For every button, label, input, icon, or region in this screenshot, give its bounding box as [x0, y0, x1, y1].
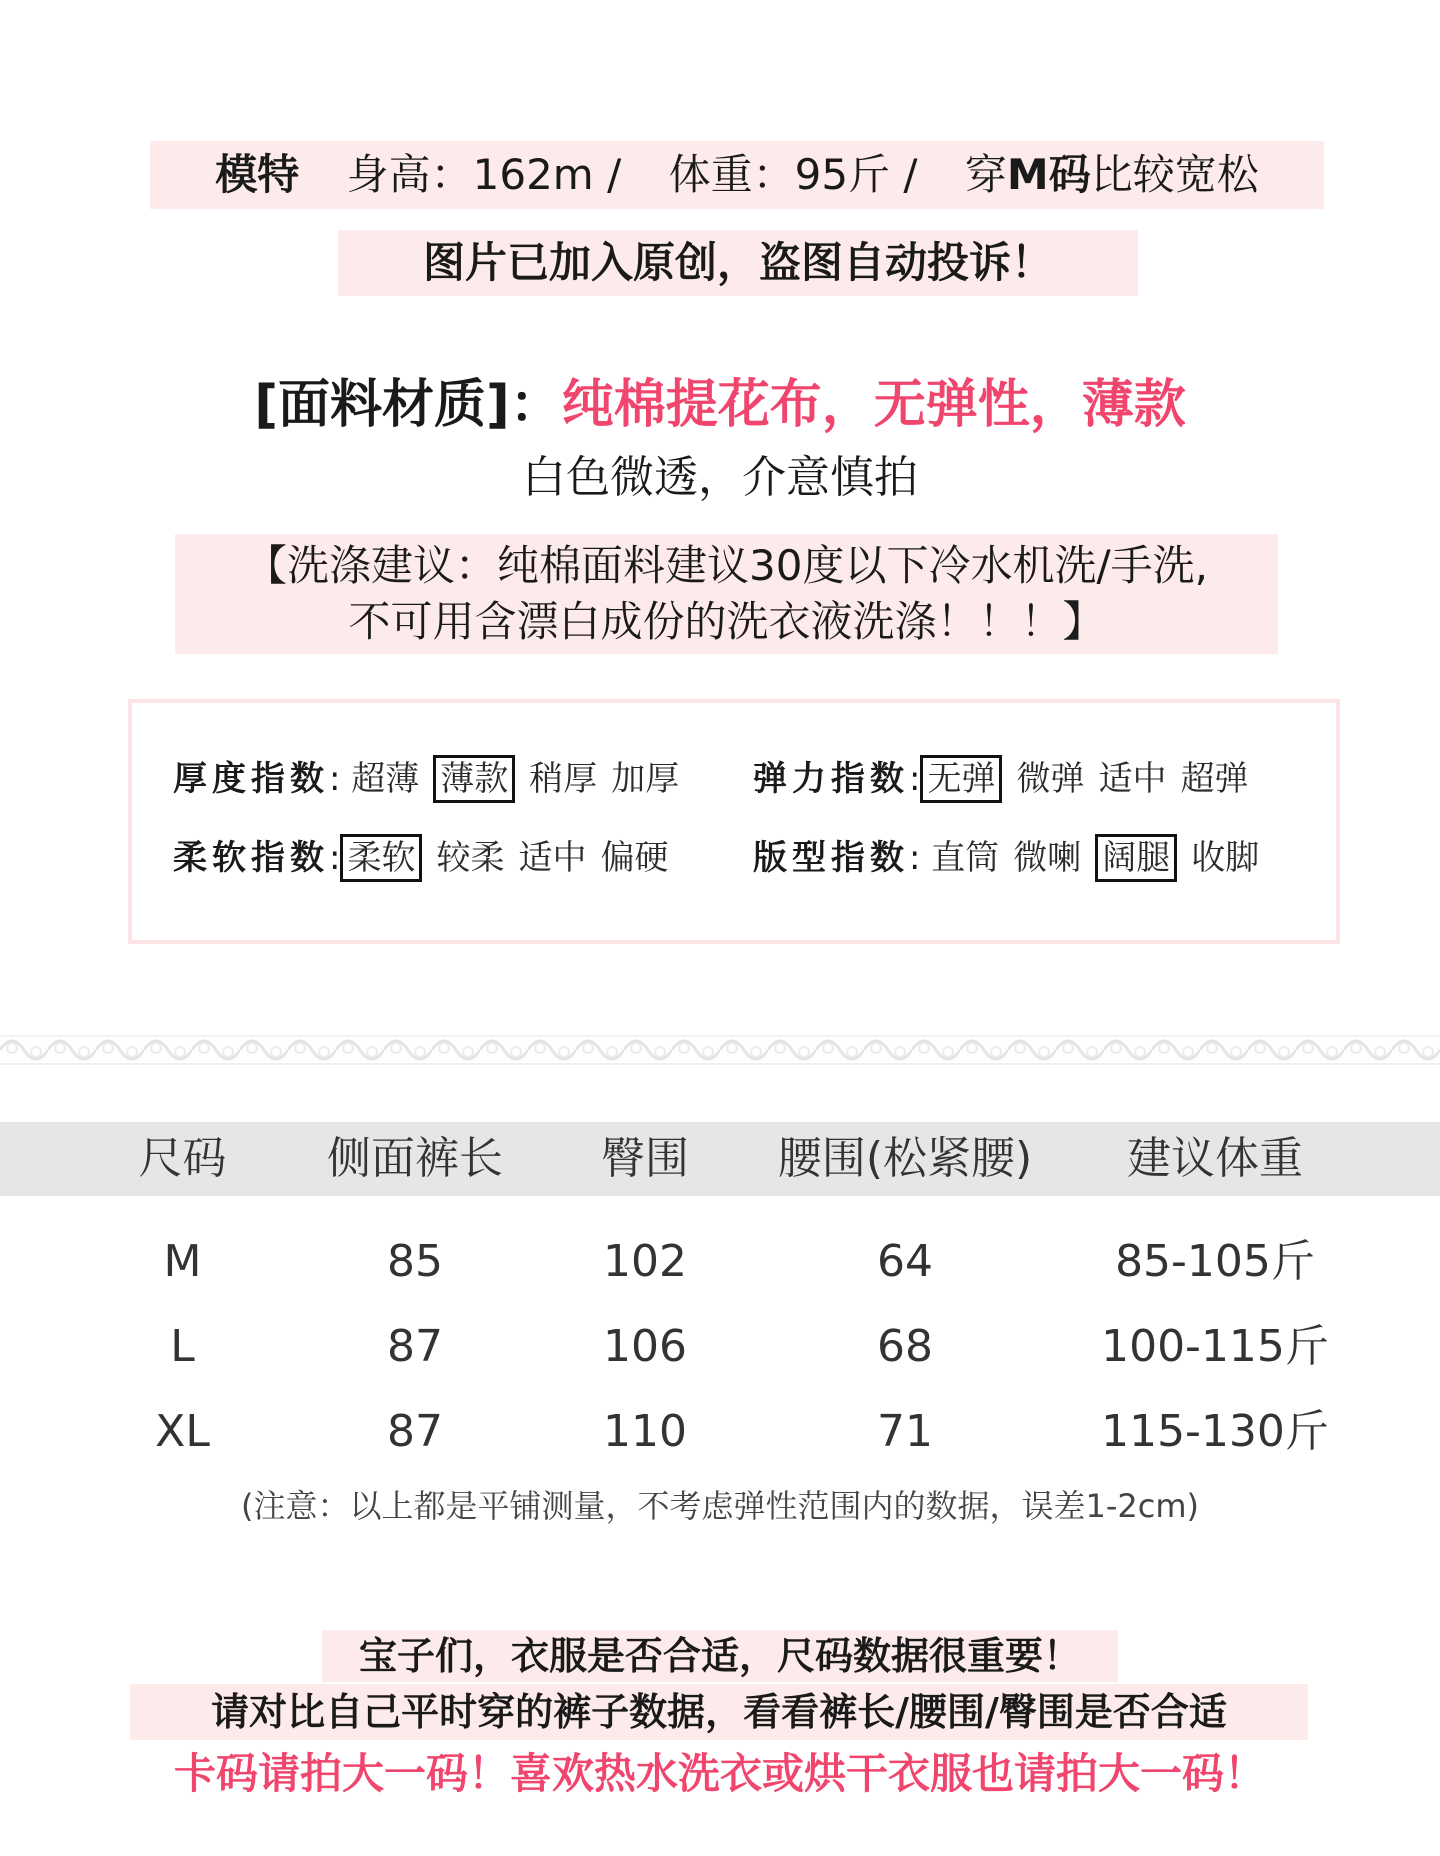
table-cell: 100-115斤 — [1101, 1321, 1329, 1372]
col-header-hip: 臀围 — [601, 1133, 689, 1184]
fabric-label: [面料材质]： — [254, 375, 562, 435]
elasticity-index: 弹力指数: 无弹 微弹 适中 超弹 — [753, 752, 1262, 806]
col-header-size: 尺码 — [138, 1133, 227, 1184]
table-cell: 64 — [877, 1236, 933, 1287]
table-cell: L — [170, 1321, 195, 1372]
thickness-option: 加厚 — [611, 759, 680, 799]
model-height: 身高：162m / — [346, 150, 622, 199]
thickness-option: 超薄 — [351, 759, 420, 799]
softness-option: 适中 — [518, 838, 587, 878]
table-cell: 87 — [387, 1406, 443, 1457]
size-up-notice: 卡码请拍大一码！喜欢热水洗衣或烘干衣服也请拍大一码！ — [173, 1749, 1266, 1798]
wash-advice-line2: 不可用含漂白成份的洗衣液洗涤！！！】 — [348, 597, 1105, 646]
elasticity-index-label: 弹力指数 — [753, 759, 909, 799]
thickness-option-selected: 薄款 — [433, 755, 515, 803]
fit-option-selected: 阔腿 — [1095, 834, 1177, 882]
thickness-option: 稍厚 — [529, 759, 598, 799]
softness-option: 较柔 — [436, 838, 505, 878]
model-weight: 体重：95斤 / — [668, 150, 918, 199]
softness-option: 偏硬 — [600, 838, 669, 878]
table-cell: 68 — [877, 1321, 933, 1372]
table-cell: XL — [155, 1406, 210, 1457]
measurement-note: (注意：以上都是平铺测量，不考虑弹性范围内的数据，误差1-2cm) — [240, 1487, 1199, 1525]
col-header-waist: 腰围(松紧腰) — [777, 1133, 1033, 1184]
thickness-index-label: 厚度指数 — [173, 759, 329, 799]
table-cell: 110 — [603, 1406, 687, 1457]
fit-option: 收脚 — [1191, 838, 1260, 878]
fabric-sub-note: 白色微透，介意慎拍 — [522, 452, 918, 503]
table-cell: M — [163, 1236, 202, 1287]
table-cell: 87 — [387, 1321, 443, 1372]
model-wear-size: M码 — [1006, 150, 1091, 199]
table-cell: 115-130斤 — [1101, 1406, 1329, 1457]
wash-advice-line1: 【洗涤建议：纯棉面料建议30度以下冷水机洗/手洗, — [245, 541, 1208, 590]
compare-notice: 请对比自己平时穿的裤子数据，看看裤长/腰围/臀围是否合适 — [211, 1690, 1227, 1734]
softness-option-selected: 柔软 — [340, 834, 422, 882]
model-info — [150, 141, 1324, 209]
table-cell: 102 — [603, 1236, 687, 1287]
fit-index-label: 版型指数 — [753, 838, 909, 878]
fit-index: 版型指数: 直筒 微喇 阔腿 收脚 — [753, 831, 1273, 885]
fabric-index-box — [128, 699, 1340, 944]
size-importance-notice: 宝子们，衣服是否合适，尺码数据很重要！ — [358, 1634, 1081, 1678]
elasticity-option: 微弹 — [1016, 759, 1085, 799]
model-label: 模特 — [215, 150, 300, 199]
softness-index-label: 柔软指数 — [173, 838, 329, 878]
table-cell: 106 — [603, 1321, 687, 1372]
table-cell: 85 — [387, 1236, 443, 1287]
fabric-value: 纯棉提花布，无弹性，薄款 — [561, 375, 1186, 435]
elasticity-option-selected: 无弹 — [920, 755, 1002, 803]
col-header-weight: 建议体重 — [1127, 1133, 1303, 1184]
col-header-length: 侧面裤长 — [327, 1133, 503, 1184]
elasticity-option: 适中 — [1098, 759, 1167, 799]
fit-option: 微喇 — [1013, 838, 1082, 878]
table-cell: 85-105斤 — [1115, 1236, 1315, 1287]
fit-option: 直筒 — [931, 838, 1000, 878]
model-wear-prefix: 穿 — [964, 150, 1007, 199]
lace-divider — [0, 1024, 1440, 1076]
softness-index: 柔软指数: 柔软 较柔 适中 偏硬 — [173, 831, 682, 885]
original-notice: 图片已加入原创，盗图自动投诉！ — [422, 238, 1053, 287]
thickness-index: 厚度指数: 超薄 薄款 稍厚 加厚 — [173, 752, 693, 806]
fabric-line — [0, 370, 1440, 440]
model-wear-suffix: 比较宽松 — [1090, 150, 1259, 199]
table-cell: 71 — [877, 1406, 933, 1457]
elasticity-option: 超弹 — [1180, 759, 1249, 799]
